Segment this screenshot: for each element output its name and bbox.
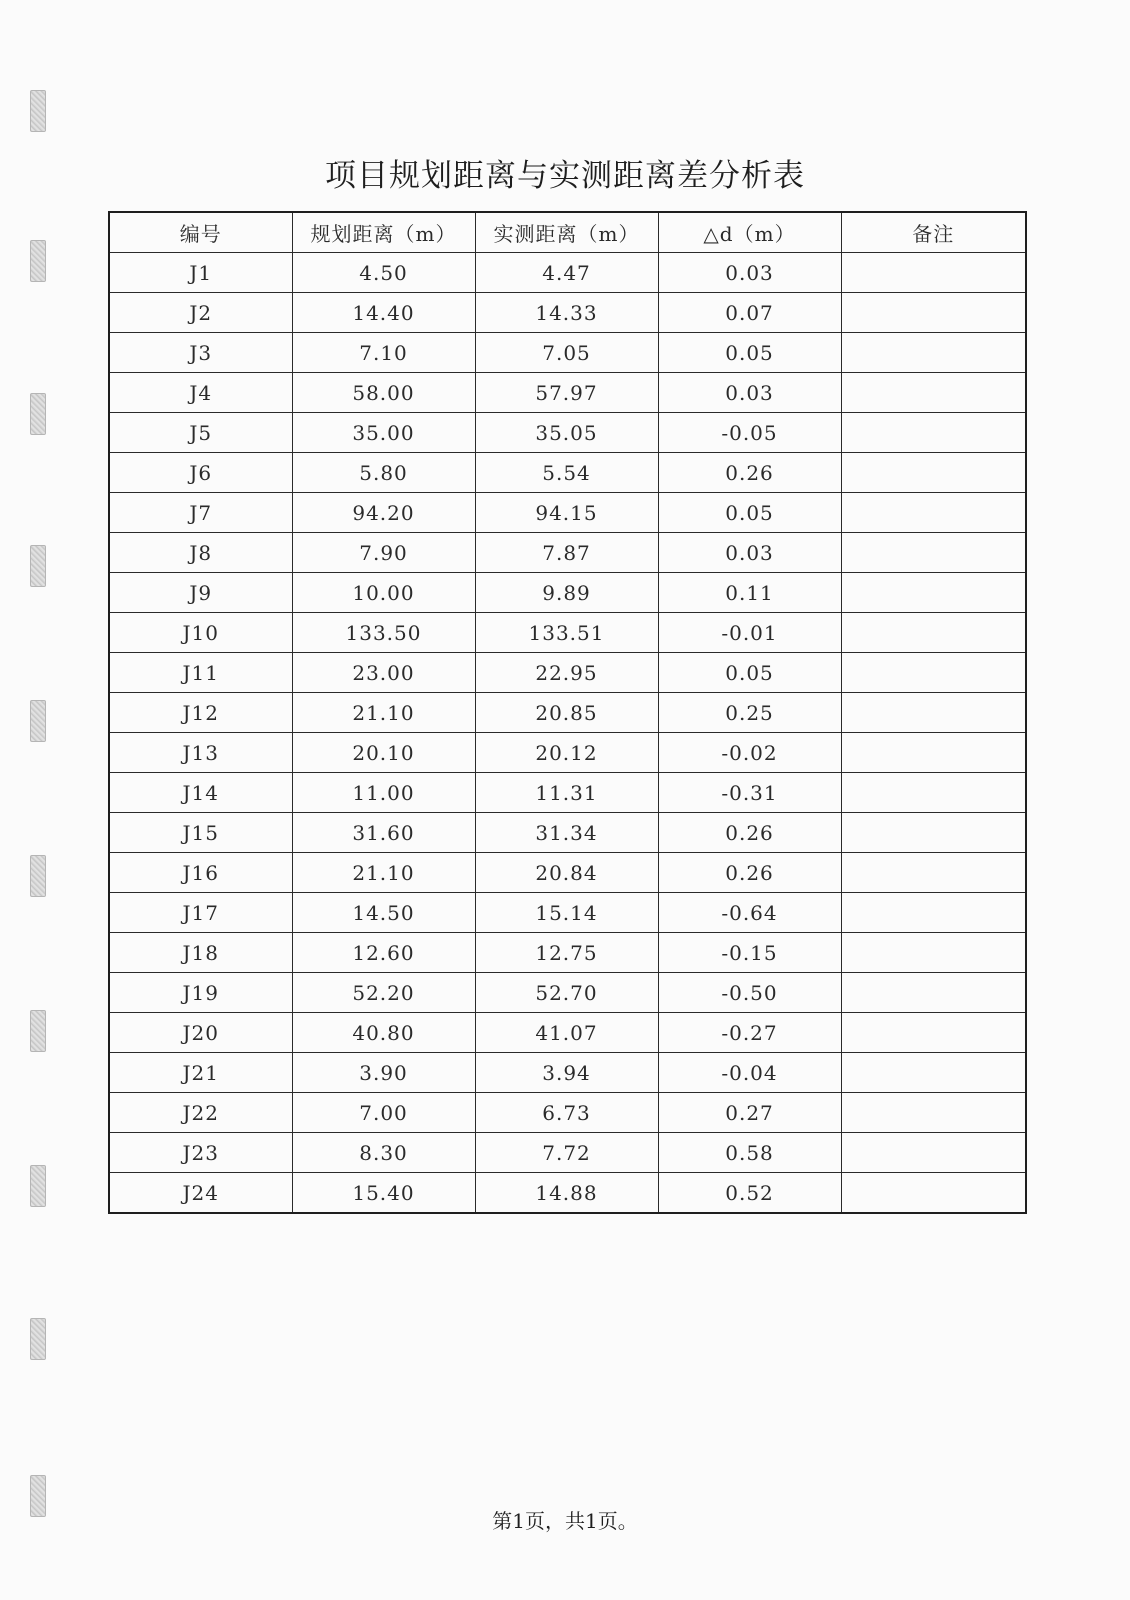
table-row (109, 573, 1026, 613)
cell-measured-distance: 57.97 (475, 373, 658, 413)
table-row (109, 453, 1026, 493)
cell-difference: 0.26 (658, 813, 841, 853)
table-row (109, 413, 1026, 453)
cell-measured-distance: 4.47 (475, 253, 658, 293)
cell-id: J8 (109, 533, 292, 573)
cell-measured-distance: 14.33 (475, 293, 658, 333)
cell-planned-distance: 40.80 (292, 1013, 475, 1053)
table-row (109, 533, 1026, 573)
cell-remarks (841, 533, 1026, 573)
cell-id: J22 (109, 1093, 292, 1133)
cell-measured-distance: 14.88 (475, 1173, 658, 1214)
cell-id: J6 (109, 453, 292, 493)
cell-measured-distance: 52.70 (475, 973, 658, 1013)
cell-planned-distance: 23.00 (292, 653, 475, 693)
cell-measured-distance: 22.95 (475, 653, 658, 693)
cell-remarks (841, 253, 1026, 293)
cell-id: J5 (109, 413, 292, 453)
cell-planned-distance: 14.40 (292, 293, 475, 333)
table-row (109, 1133, 1026, 1173)
cell-measured-distance: 41.07 (475, 1013, 658, 1053)
cell-measured-distance: 31.34 (475, 813, 658, 853)
cell-difference: 0.03 (658, 373, 841, 413)
cell-measured-distance: 7.05 (475, 333, 658, 373)
cell-remarks (841, 933, 1026, 973)
cell-measured-distance: 133.51 (475, 613, 658, 653)
cell-difference: 0.03 (658, 533, 841, 573)
cell-difference: 0.05 (658, 333, 841, 373)
cell-id: J3 (109, 333, 292, 373)
cell-measured-distance: 94.15 (475, 493, 658, 533)
cell-id: J15 (109, 813, 292, 853)
cell-measured-distance: 7.72 (475, 1133, 658, 1173)
cell-difference: 0.07 (658, 293, 841, 333)
cell-planned-distance: 14.50 (292, 893, 475, 933)
cell-measured-distance: 35.05 (475, 413, 658, 453)
cell-remarks (841, 293, 1026, 333)
cell-planned-distance: 35.00 (292, 413, 475, 453)
cell-difference: 0.05 (658, 653, 841, 693)
binding-hole (30, 240, 46, 282)
cell-difference: 0.11 (658, 573, 841, 613)
cell-remarks (841, 973, 1026, 1013)
cell-planned-distance: 7.10 (292, 333, 475, 373)
cell-remarks (841, 733, 1026, 773)
cell-remarks (841, 693, 1026, 733)
header-remarks: 备注 (841, 212, 1026, 253)
cell-id: J21 (109, 1053, 292, 1093)
cell-planned-distance: 7.00 (292, 1093, 475, 1133)
table-row (109, 293, 1026, 333)
cell-planned-distance: 7.90 (292, 533, 475, 573)
cell-remarks (841, 773, 1026, 813)
cell-difference: -0.02 (658, 733, 841, 773)
cell-planned-distance: 4.50 (292, 253, 475, 293)
binding-hole (30, 545, 46, 587)
table-row (109, 333, 1026, 373)
cell-measured-distance: 6.73 (475, 1093, 658, 1133)
cell-difference: -0.05 (658, 413, 841, 453)
cell-measured-distance: 9.89 (475, 573, 658, 613)
binding-hole (30, 855, 46, 897)
cell-difference: -0.31 (658, 773, 841, 813)
binding-hole (30, 1318, 46, 1360)
cell-remarks (841, 1013, 1026, 1053)
cell-difference: 0.05 (658, 493, 841, 533)
table-row (109, 813, 1026, 853)
binding-holes (30, 0, 50, 1600)
header-planned-distance: 规划距离（m） (292, 212, 475, 253)
table-row (109, 973, 1026, 1013)
cell-planned-distance: 12.60 (292, 933, 475, 973)
cell-remarks (841, 333, 1026, 373)
cell-id: J23 (109, 1133, 292, 1173)
table-header-row (109, 212, 1026, 253)
table-row (109, 853, 1026, 893)
cell-measured-distance: 3.94 (475, 1053, 658, 1093)
cell-id: J1 (109, 253, 292, 293)
cell-difference: 0.58 (658, 1133, 841, 1173)
cell-planned-distance: 31.60 (292, 813, 475, 853)
cell-remarks (841, 413, 1026, 453)
cell-remarks (841, 1093, 1026, 1133)
cell-id: J19 (109, 973, 292, 1013)
binding-hole (30, 90, 46, 132)
table-row (109, 1093, 1026, 1133)
cell-planned-distance: 21.10 (292, 693, 475, 733)
binding-hole (30, 1010, 46, 1052)
cell-id: J2 (109, 293, 292, 333)
cell-measured-distance: 15.14 (475, 893, 658, 933)
cell-remarks (841, 1053, 1026, 1093)
table-row (109, 733, 1026, 773)
cell-difference: 0.03 (658, 253, 841, 293)
cell-planned-distance: 133.50 (292, 613, 475, 653)
cell-measured-distance: 12.75 (475, 933, 658, 973)
cell-difference: 0.27 (658, 1093, 841, 1133)
cell-difference: -0.64 (658, 893, 841, 933)
cell-measured-distance: 20.84 (475, 853, 658, 893)
cell-remarks (841, 893, 1026, 933)
cell-id: J4 (109, 373, 292, 413)
table-row (109, 613, 1026, 653)
cell-difference: -0.50 (658, 973, 841, 1013)
cell-remarks (841, 653, 1026, 693)
analysis-table-wrapper (108, 211, 1025, 1214)
cell-remarks (841, 853, 1026, 893)
cell-planned-distance: 20.10 (292, 733, 475, 773)
cell-difference: -0.01 (658, 613, 841, 653)
cell-planned-distance: 8.30 (292, 1133, 475, 1173)
cell-difference: 0.52 (658, 1173, 841, 1214)
cell-planned-distance: 10.00 (292, 573, 475, 613)
cell-measured-distance: 20.12 (475, 733, 658, 773)
table-row (109, 1173, 1026, 1214)
cell-id: J9 (109, 573, 292, 613)
cell-planned-distance: 11.00 (292, 773, 475, 813)
table-row (109, 933, 1026, 973)
cell-planned-distance: 3.90 (292, 1053, 475, 1093)
cell-remarks (841, 813, 1026, 853)
page-footer: 第1页，共1页。 (492, 1509, 638, 1533)
cell-difference: 0.26 (658, 453, 841, 493)
table-row (109, 493, 1026, 533)
cell-remarks (841, 373, 1026, 413)
cell-difference: -0.04 (658, 1053, 841, 1093)
cell-measured-distance: 5.54 (475, 453, 658, 493)
header-id: 编号 (109, 212, 292, 253)
cell-planned-distance: 52.20 (292, 973, 475, 1013)
header-difference: △d（m） (658, 212, 841, 253)
table-row (109, 1013, 1026, 1053)
table-row (109, 653, 1026, 693)
table-row (109, 1053, 1026, 1093)
table-row (109, 693, 1026, 733)
cell-measured-distance: 7.87 (475, 533, 658, 573)
cell-id: J20 (109, 1013, 292, 1053)
cell-id: J13 (109, 733, 292, 773)
cell-id: J17 (109, 893, 292, 933)
binding-hole (30, 700, 46, 742)
cell-planned-distance: 94.20 (292, 493, 475, 533)
cell-id: J14 (109, 773, 292, 813)
cell-id: J24 (109, 1173, 292, 1214)
table-row (109, 893, 1026, 933)
cell-id: J12 (109, 693, 292, 733)
cell-id: J16 (109, 853, 292, 893)
page-title: 项目规划距离与实测距离差分析表 (325, 158, 805, 194)
cell-planned-distance: 15.40 (292, 1173, 475, 1214)
cell-difference: 0.26 (658, 853, 841, 893)
cell-remarks (841, 1133, 1026, 1173)
cell-remarks (841, 493, 1026, 533)
binding-hole (30, 1165, 46, 1207)
cell-planned-distance: 58.00 (292, 373, 475, 413)
cell-difference: -0.27 (658, 1013, 841, 1053)
table-body (109, 253, 1026, 1214)
cell-remarks (841, 453, 1026, 493)
cell-remarks (841, 573, 1026, 613)
cell-measured-distance: 20.85 (475, 693, 658, 733)
cell-difference: -0.15 (658, 933, 841, 973)
cell-id: J7 (109, 493, 292, 533)
binding-hole (30, 393, 46, 435)
cell-id: J11 (109, 653, 292, 693)
cell-planned-distance: 21.10 (292, 853, 475, 893)
cell-remarks (841, 613, 1026, 653)
table-row (109, 373, 1026, 413)
distance-analysis-table (108, 211, 1027, 1214)
cell-planned-distance: 5.80 (292, 453, 475, 493)
header-measured-distance: 实测距离（m） (475, 212, 658, 253)
cell-id: J10 (109, 613, 292, 653)
cell-remarks (841, 1173, 1026, 1214)
cell-measured-distance: 11.31 (475, 773, 658, 813)
cell-id: J18 (109, 933, 292, 973)
cell-difference: 0.25 (658, 693, 841, 733)
table-row (109, 253, 1026, 293)
table-row (109, 773, 1026, 813)
